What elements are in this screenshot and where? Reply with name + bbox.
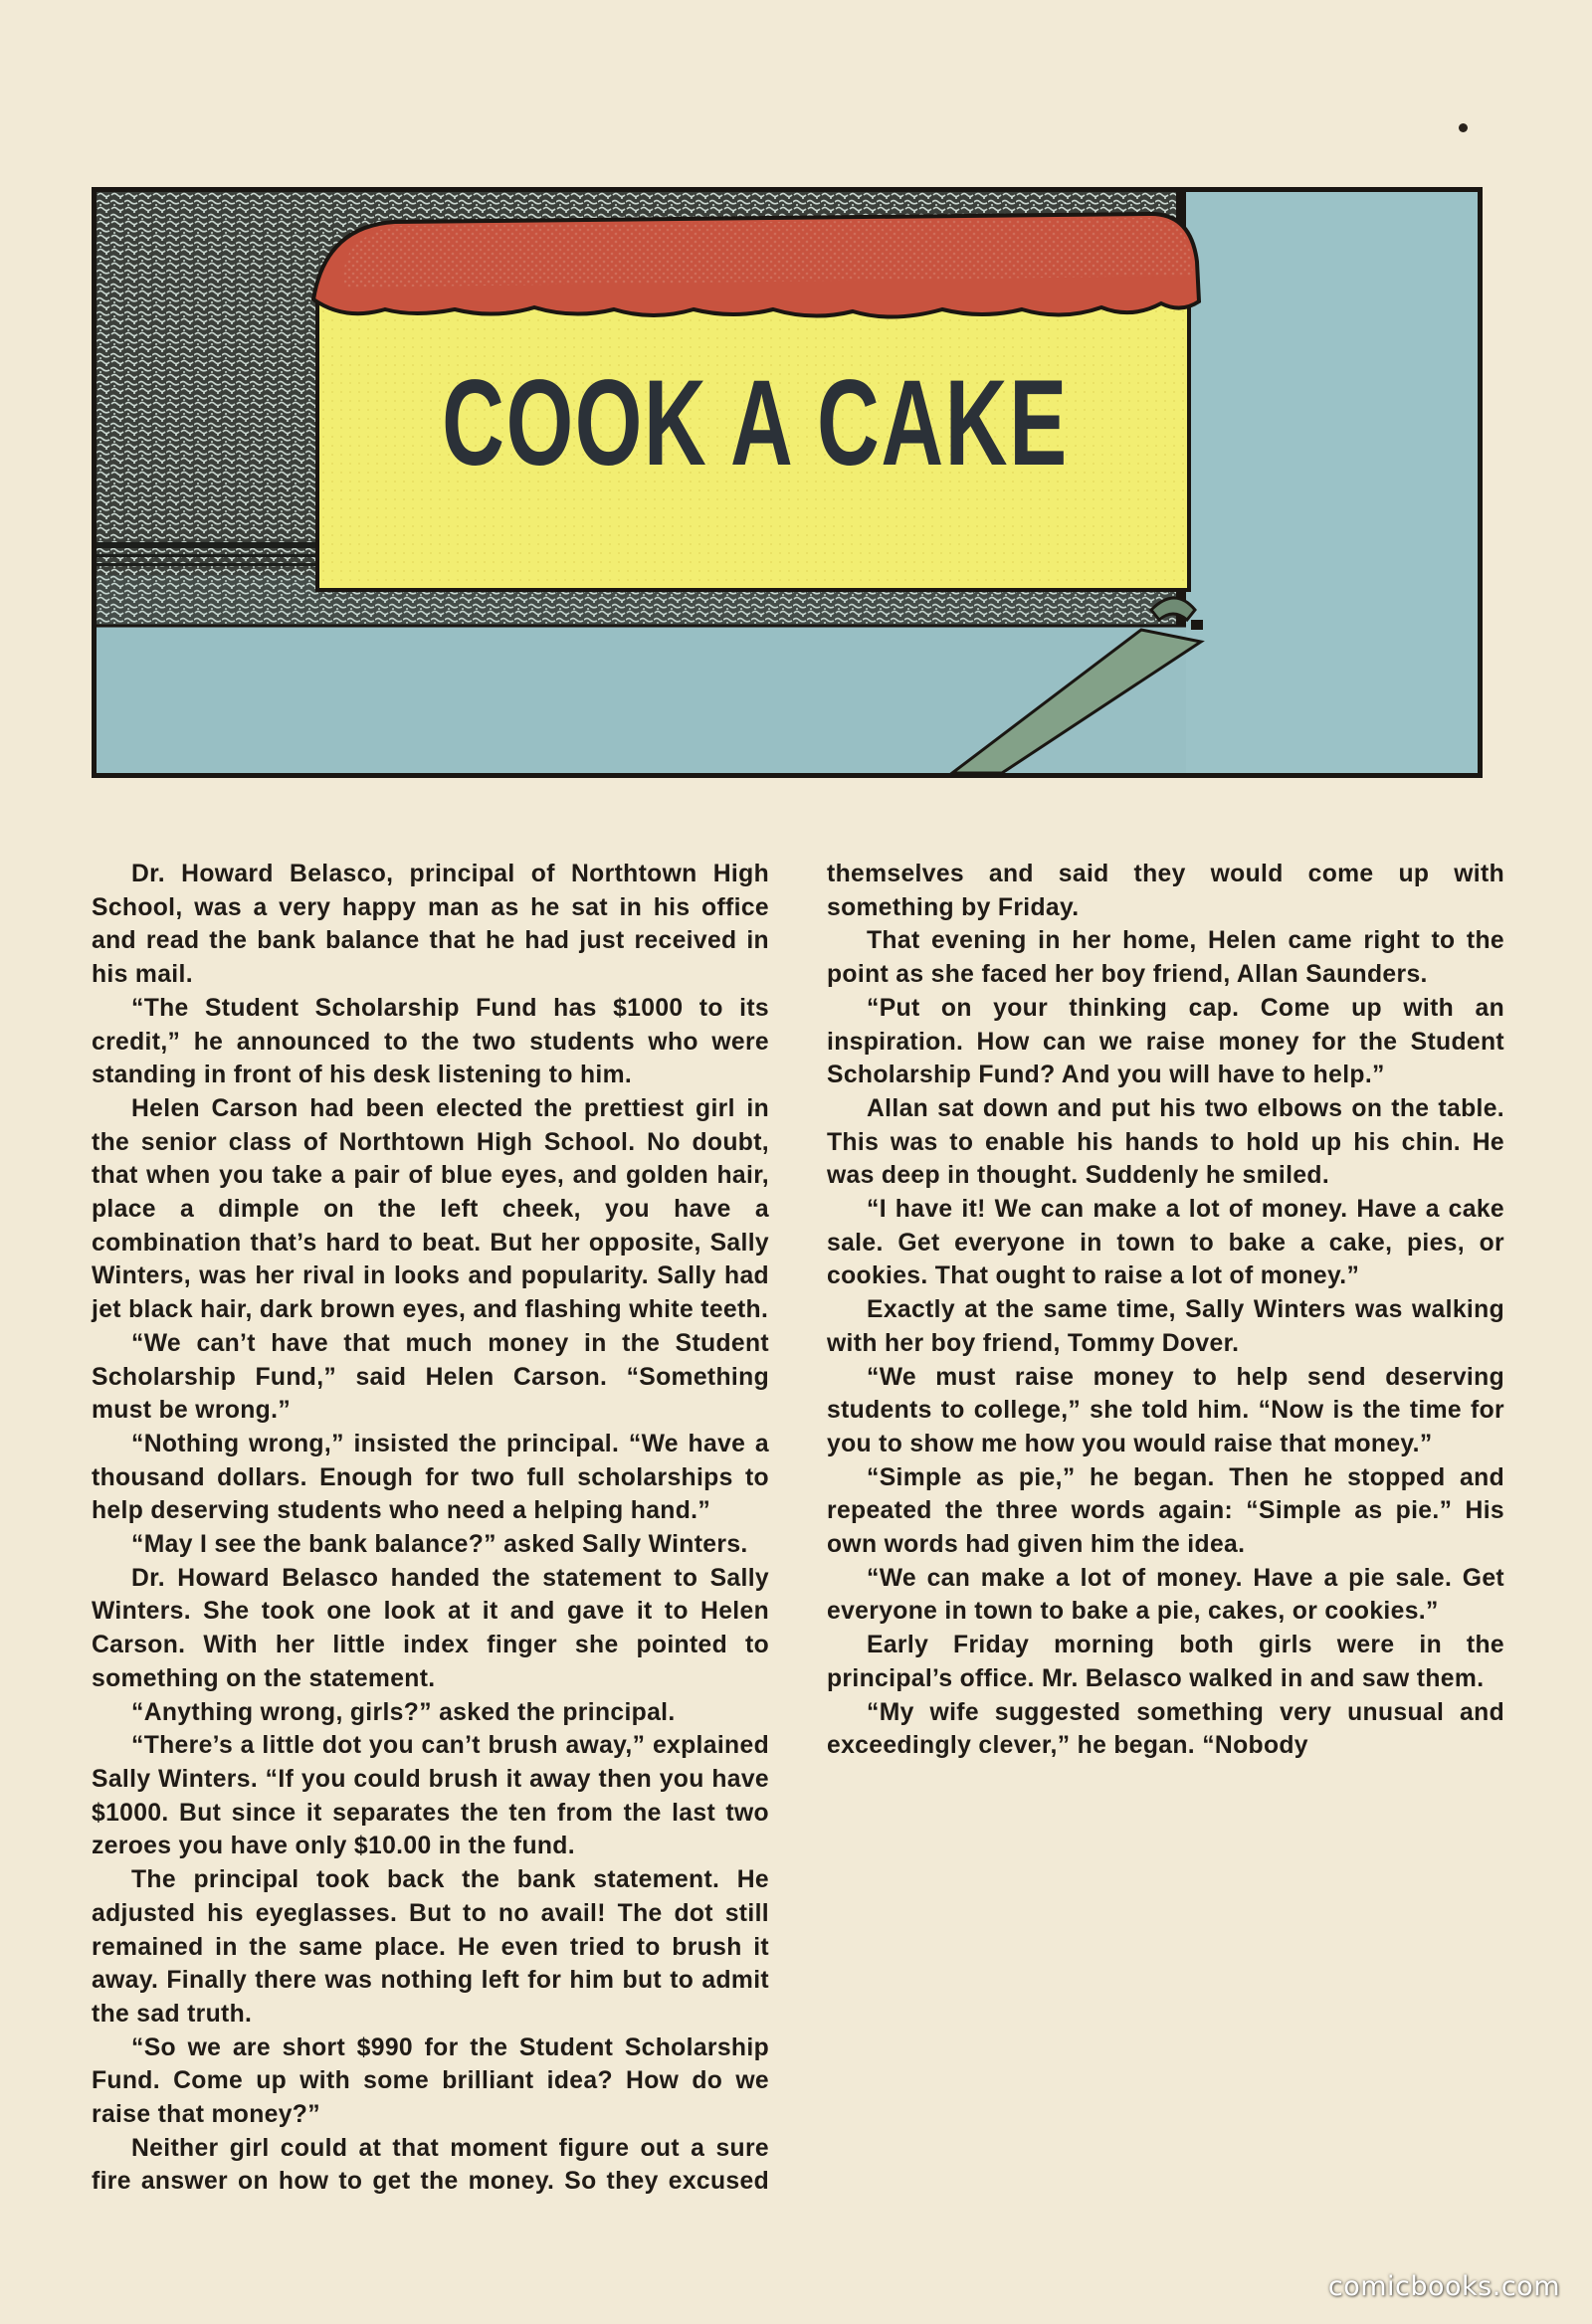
story-paragraph: “My wife suggested something very unusual and exceedingly clever,” he began. “Nobody (827, 1698, 1504, 1760)
window-frame (1176, 192, 1478, 773)
story-paragraph: Neither girl could at that moment figure out a sure fire answer on how to get the money. So they excused themselves and said they would come up with something by Friday. (92, 861, 1504, 2196)
story-paragraph: “May I see the bank balance?” asked Sally Winters. (131, 1531, 748, 1559)
story-paragraph: The principal took back the bank statement. He adjusted his eyeglasses. But to no avail! The dot still remained in the same place. He even tried to brush it away. Finally there was nothing left for him but to admit the sad truth. (92, 1866, 769, 2028)
story-paragraph: Allan sat down and put his two elbows on the table. This was to enable his hands to hold up his chin. He was deep in thought. Suddenly he smiled. (827, 1094, 1504, 1190)
watermark: comicbooks.com (1327, 2271, 1560, 2302)
story-paragraph: “The Student Scholarship Fund has $1000 to its credit,” he announced to the two students who were standing in front of his desk listening to him. (92, 994, 769, 1089)
story-paragraph: Helen Carson had been elected the prettiest girl in the senior class of Northtown High School. No doubt, that when you take a pair of blue eyes, and golden hair, place a dimple on the left cheek, you have a combination that’s hard to beat. But her opposite, Sally Winters, was her rival in looks and popularity. Sally had jet black hair, dark brown eyes, and flashing white teeth. (92, 1094, 769, 1324)
ink-speck (1459, 123, 1468, 132)
story-paragraph: “I have it! We can make a lot of money. Have a cake sale. Get everyone in town to bake a cake, pies, or cookies. That ought to raise a lot of money.” (827, 1196, 1504, 1290)
title-panel-art (97, 192, 1478, 773)
story-paragraph: “We can make a lot of money. Have a pie sale. Get everyone in town to bake a pie, cakes, or cookies.” (827, 1564, 1504, 1626)
story-paragraph: “We can’t have that much money in the Student Scholarship Fund,” said Helen Carson. “Something must be wrong.” (92, 1329, 769, 1425)
story-paragraph: “So we are short $990 for the Student Scholarship Fund. Come up with some brilliant idea? How do we raise that money?” (92, 2034, 769, 2129)
story-paragraph: “Anything wrong, girls?” asked the principal. (131, 1698, 676, 1726)
story-paragraph: Exactly at the same time, Sally Winters was walking with her boy friend, Tommy Dover. (827, 1296, 1504, 1357)
story-paragraph: “Nothing wrong,” insisted the principal. “We have a thousand dollars. Enough for two full scholarships to help deserving students who need a helping hand.” (92, 1430, 769, 1525)
story-paragraph: Dr. Howard Belasco, principal of Northtown High School, was a very happy man as he sat in his office and read the bank balance that he had just received in his mail. (92, 861, 769, 989)
story-text (92, 858, 1504, 2240)
story-paragraph: Early Friday morning both girls were in the principal’s office. Mr. Belasco walked in and saw them. (827, 1632, 1504, 1692)
story-paragraph: That evening in her home, Helen came right to the point as she faced her boy friend, Allan Saunders. (827, 927, 1504, 989)
title-panel (92, 187, 1483, 778)
story-paragraph: “Put on your thinking cap. Come up with an inspiration. How can we raise money for the Student Scholarship Fund? And you will have to help.” (827, 994, 1504, 1089)
title-text: COOK A CAKE (442, 354, 1069, 491)
story-paragraph: Dr. Howard Belasco handed the statement to Sally Winters. She took one look at it and gave it to Helen Carson. With her little index finger she pointed to something on the statement. (92, 1564, 769, 1692)
story-paragraph: “Simple as pie,” he began. Then he stopped and repeated the three words again: “Simple as pie.” His own words had given him the idea. (827, 1463, 1504, 1559)
story-paragraph: “We must raise money to help send deserving students to college,” she told him. “Now is the time for you to show me how you would raise that money.” (827, 1363, 1504, 1457)
story-paragraph: “There’s a little dot you can’t brush away,” explained Sally Winters. “If you could brush it away then you have $1000. But since it separates the ten from the last two zeroes you have only $10.00 in the fund. (92, 1732, 769, 1860)
